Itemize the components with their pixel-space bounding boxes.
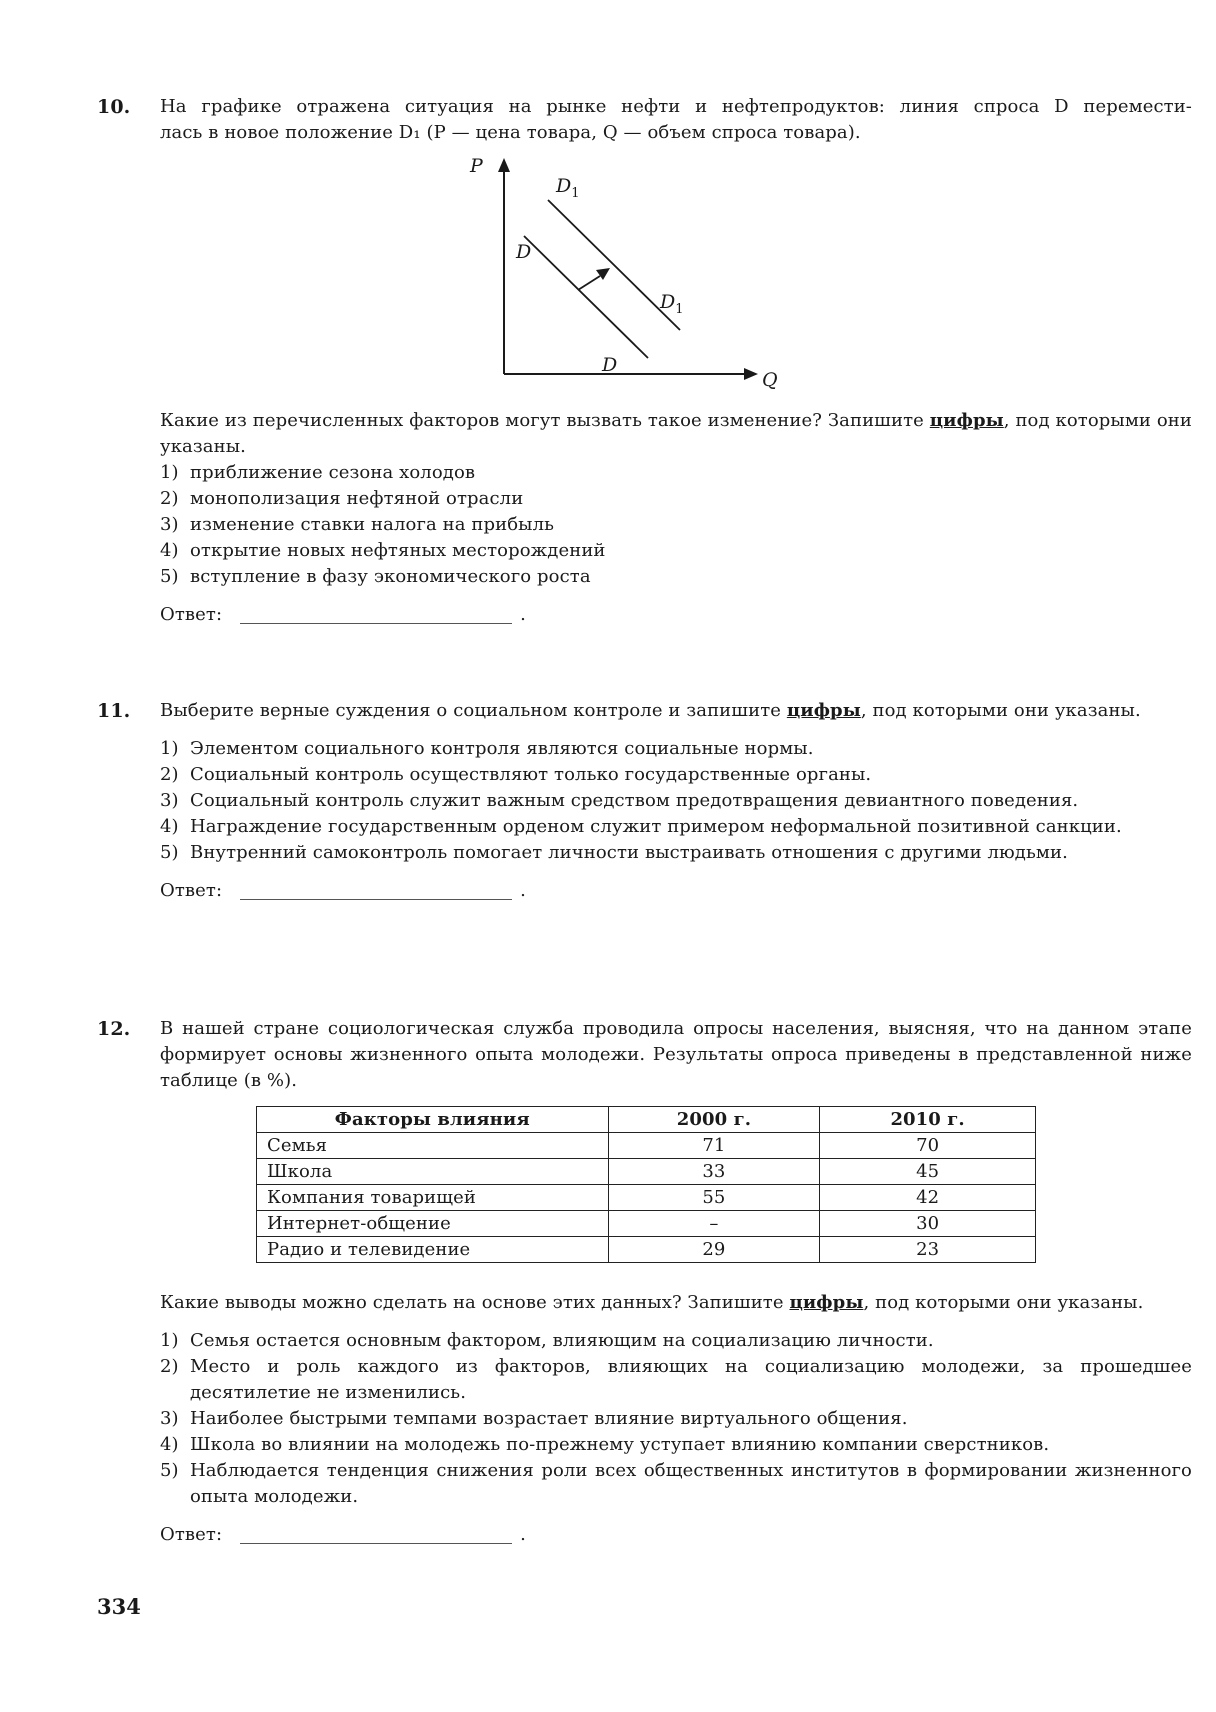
table-row: Компания товарищей 55 42 <box>257 1185 1036 1211</box>
question-12-intro-text: В нашей стране социологическая служба проводила опросы населения, выясняя, что на данном этапе формирует основы жизненного опыта молодежи. Результаты опроса приведены в представленной ниже таблице (в %). <box>160 1018 1192 1091</box>
curve-D1-label-upper: $D_1$ <box>556 175 580 201</box>
option-item: 4) открытие новых нефтяных месторождений <box>160 540 606 561</box>
answer-period: . <box>520 880 526 901</box>
option-item: 4) Награждение государственным орденом служит примером неформальной позитивной санкции. <box>160 816 1122 837</box>
answer-field[interactable] <box>240 609 512 624</box>
option-item: 2) Место и роль каждого из факторов, влияющих на социализацию молодежи, за прошедшее десятилетие не изменились. <box>160 1356 1192 1403</box>
option-item: 3) Социальный контроль служит важным средством предотвращения девиантного поведения. <box>160 790 1079 811</box>
prompt-emphasis: цифры <box>786 700 861 721</box>
question-11-options <box>160 736 1192 866</box>
option-item: 1) Семья остается основным фактором, влияющим на социализацию личности. <box>160 1330 934 1351</box>
option-item: 1) приближение сезона холодов <box>160 462 476 483</box>
answer-field[interactable] <box>240 1529 512 1544</box>
table-header-row <box>257 1107 1036 1133</box>
answer-label: Ответ: <box>160 1524 223 1545</box>
option-item: 2) монополизация нефтяной отрасли <box>160 488 524 509</box>
survey-table <box>256 1106 1036 1263</box>
demand-curve-D <box>524 236 648 358</box>
option-item: 4) Школа во влиянии на молодежь по-прежнему уступает влиянию компании сверстников. <box>160 1434 1050 1455</box>
header-2000: 2000 г. <box>608 1107 820 1133</box>
table-row: Семья 71 70 <box>257 1133 1036 1159</box>
option-item: 5) Наблюдается тенденция снижения роли всех общественных институтов в формировании жизненного опыта молодежи. <box>160 1460 1192 1507</box>
prompt-emphasis: цифры <box>929 410 1004 431</box>
curve-D-label-upper: D <box>516 241 532 263</box>
question-10-intro-line2: лась в новое положение D₁ (P — цена товара, Q — объем спроса товара). <box>160 122 861 143</box>
question-11-answer <box>160 878 1192 904</box>
answer-field[interactable] <box>240 885 512 900</box>
question-10-number: 10. <box>97 96 131 118</box>
question-10-options <box>160 460 1192 590</box>
question-12-number: 12. <box>97 1018 131 1040</box>
option-item: 3) Наиболее быстрыми темпами возрастает влияние виртуального общения. <box>160 1408 908 1429</box>
question-11-body <box>160 698 1192 904</box>
question-12-intro <box>160 1016 1192 1094</box>
header-factors: Факторы влияния <box>257 1107 609 1133</box>
answer-period: . <box>520 1524 526 1545</box>
curve-D1-label-lower: $D_1$ <box>660 291 684 317</box>
prompt-text-end: , под которыми они указаны. <box>860 700 1141 721</box>
prompt-emphasis: цифры <box>789 1292 864 1313</box>
question-12-prompt <box>160 1290 1192 1316</box>
demand-shift-graph <box>470 155 790 391</box>
question-11-prompt <box>160 698 1192 724</box>
option-item: 5) вступление в фазу экономического роста <box>160 566 591 587</box>
answer-label: Ответ: <box>160 880 223 901</box>
question-10-body <box>160 408 1192 628</box>
curve-D-label-lower: D <box>602 354 618 376</box>
prompt-text-end: , под которыми они указаны. <box>160 410 1192 457</box>
question-12-answer <box>160 1522 1192 1548</box>
answer-label: Ответ: <box>160 604 223 625</box>
question-12-options <box>160 1328 1192 1510</box>
option-item: 1) Элементом социального контроля являются социальные нормы. <box>160 738 814 759</box>
prompt-text-end: , под которыми они указаны. <box>863 1292 1144 1313</box>
option-item: 3) изменение ставки налога на прибыль <box>160 514 555 535</box>
question-10-answer <box>160 602 1192 628</box>
question-12-body <box>160 1290 1192 1548</box>
price-axis-arrow-icon <box>498 158 510 172</box>
question-10-intro <box>160 94 1192 146</box>
prompt-text: Какие выводы можно сделать на основе этих данных? Запишите <box>160 1292 790 1313</box>
prompt-text: Выберите верные суждения о социальном контроле и запишите <box>160 700 787 721</box>
y-axis-label: P <box>470 155 483 177</box>
prompt-text: Какие из перечисленных факторов могут вызвать такое изменение? Запишите <box>160 410 930 431</box>
x-axis-label: Q <box>762 369 778 391</box>
quantity-axis-arrow-icon <box>744 368 758 380</box>
answer-period: . <box>520 604 526 625</box>
shift-arrow <box>578 276 600 290</box>
table-row: Интернет-общение – 30 <box>257 1211 1036 1237</box>
header-2010: 2010 г. <box>820 1107 1036 1133</box>
option-item: 5) Внутренний самоконтроль помогает личности выстраивать отношения с другими людьми. <box>160 842 1068 863</box>
question-10-intro-line1: На графике отражена ситуация на рынке нефти и нефтепродуктов: линия спроса D перемести- <box>160 96 1192 117</box>
table-row: Радио и телевидение 29 23 <box>257 1237 1036 1263</box>
demand-shift-chart <box>470 155 790 391</box>
question-11-number: 11. <box>97 700 131 722</box>
question-10-prompt <box>160 408 1192 460</box>
table-row: Школа 33 45 <box>257 1159 1036 1185</box>
page-number: 334 <box>97 1594 141 1619</box>
option-item: 2) Социальный контроль осуществляют только государственные органы. <box>160 764 872 785</box>
